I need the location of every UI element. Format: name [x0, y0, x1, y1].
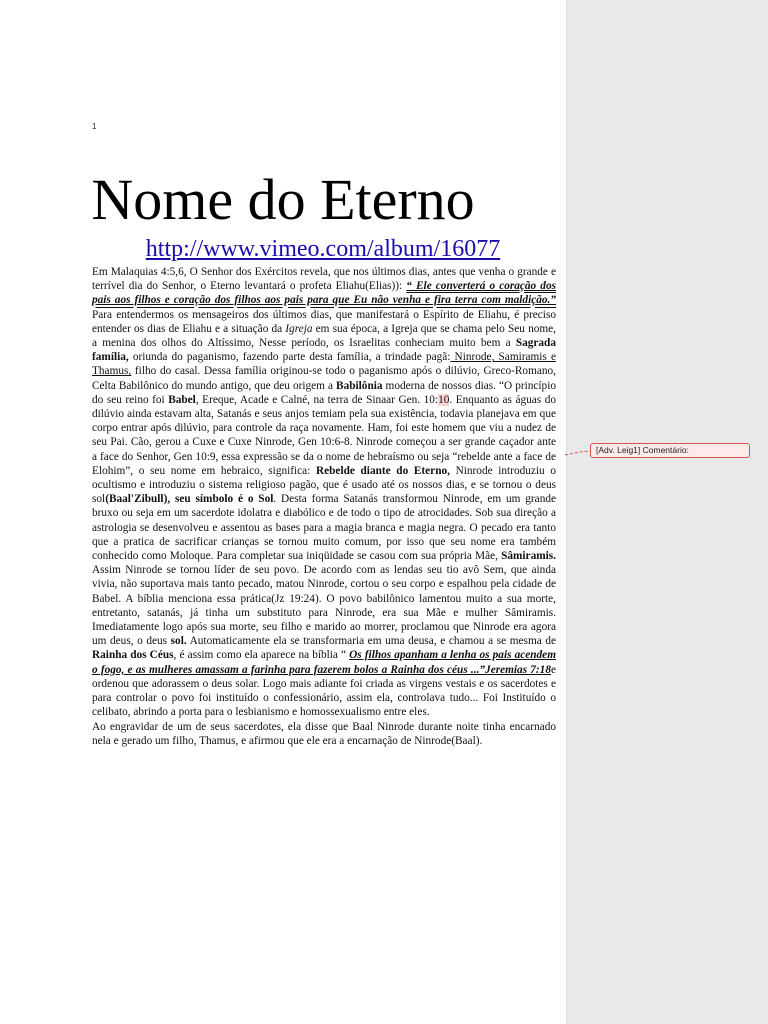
text-run: em sua época, a Igreja que se chama pelo Seu nome, a menina dos olhos do Altíssimo, Nesse período, os Israelitas conheciam muito bem a [92, 322, 556, 350]
text-run: , Ereque, Acade e Calné, na terra de Sinaar Gen. 10: [195, 393, 439, 406]
text-run: Para entendermos os mensageiros dos últimos dias, que manifestará o Espírito de Eliahu, é preciso entender os dias de Eliahu e a situação da [92, 308, 556, 335]
text-run: oriunda do paganismo, fazendo parte desta família, a trindade pagã: [128, 351, 451, 364]
comment-balloon[interactable]: [Adv. Leig1] Comentário: [590, 443, 750, 458]
album-link[interactable]: http://www.vimeo.com/album/16077 [145, 236, 501, 262]
document-title: Nome do Eterno [91, 167, 475, 232]
text-run: . Desta forma Satanás transformou Ninrode, em um grande bruxo ou seja em um sacerdote idolatra e diabólico e de todo o tipo de atrocidades. Sob sua direção a astrologia se desenvolveu e assentou as bases para a magia branca e magia negra. O pecado era tanto que a pratica de sacrificar crianças se tornou muito comum, por isso que seu nome era também conhecido como Moloque. Para completar sua iniqüidade se casou com sua própria Mãe, [92, 493, 557, 563]
body-text [92, 265, 556, 748]
term-igreja: Igreja [285, 322, 313, 335]
quote-jeremias: Os filhos apanham a lenha os pais acendem o fogo, e as mulheres amassam a farinha para fazerem bolos a Rainha dos céus ...”Jeremias 7:18 [92, 649, 556, 676]
text-run: moderna de nossos dias. “O princípio do seu reino foi [92, 379, 556, 406]
term-baal: (Baal'Zibull), seu símbolo é o Sol [105, 493, 274, 506]
term-sagrada-familia: Sagrada família, [92, 337, 556, 364]
term-trindade: Ninrode, Samiramis e Thamus, [92, 351, 556, 378]
text-run: Ninrode introduziu o ocultismo e introduziu o sistema religioso pagão, que é usado até os nossos dias, e se tornou o deus sol [92, 464, 556, 506]
quote-malaquias: “ Ele converterá o coração dos pais aos filhos e coração dos filhos aos pais para que Eu não venha e fira terra com maldição.” [92, 280, 556, 307]
term-samiramis: Sâmiramis. [501, 550, 556, 563]
text-run: e ordenou que adorassem o deus solar. Logo mais adiante foi criada as virgens vestais e os sacerdotes e para controlar o povo foi instituído o confessionário, assim ela, controlava tudo... Foi Instituído o celibato, abrindo a porta para o lesbianismo e homossexualismo entre eles. [92, 663, 556, 719]
term-rainha: Rainha dos Céus [92, 649, 174, 662]
text-run: Em Malaquias 4:5,6, O Senhor dos Exércitos revela, que nos últimos dias, antes que venha o grande e terrível dia do Senhor, o Eterno levantará o profeta Eliahu(Elias)): [92, 266, 556, 293]
term-rebelde: Rebelde diante do Eterno, [315, 464, 450, 477]
comment-anchor[interactable]: 10 [438, 393, 450, 406]
page-number: 1 [92, 122, 97, 131]
term-babel: Babel [168, 393, 196, 406]
text-run: . Enquanto as águas do dilúvio ainda estavam alta, Satanás e seus anjos temiam pela sua existência, todavia planejava em que corpo entrar após dilúvio, para controle da raça novamente. Ham, foi este homem que viu a nudez de seu Pai. Cão, gerou a Cuxe e Cuxe Ninrode, Gen 10:6-8. Ninrode começou a ser grande caçador ante a face do Senhor, Gen 10:9, essa expressão se da o nome de hebraísmo ou seja “rebelde ante a face de Elohim”, o seu nome em hebraico, significa: [92, 393, 556, 477]
term-sol: sol. [170, 635, 187, 648]
comment-margin-pane [566, 0, 768, 1024]
paragraph-2: Ao engravidar de um de seus sacerdotes, ela disse que Baal Ninrode durante noite tinha encarnado nela e gerado um filho, Thamus, e afirmou que ele era a encarnação de Ninrode(Baal). [92, 720, 556, 747]
term-babilonia: Babilônia [336, 379, 383, 392]
text-run: filho do casal. Dessa família originou-se todo o paganismo após o dilúvio, Greco-Romano, Celta Babilônico do mundo antigo, que deu origem a [92, 365, 556, 392]
text-run: , é assim como ela aparece na bíblia “ [173, 649, 350, 662]
text-run: Assim Ninrode se tornou líder de seu povo. De acordo com as lendas seu tio avô Sem, que ainda vivia, não suportava mais tanto pecado, matou Ninrode, cortou o seu corpo e espalhou pela cidade de Babel. A bíblia menciona essa prática(Jz 19:24). O povo babilônico lamentou muito a sua morte, entretanto, satanás, já tinha um substituto para Ninrode, era sua Mãe e mulher Sâmiramis. Imediatamente logo após sua morte, seu filho e marido ao morrer, proclamou que Ninrode era agora um deus, o deus [92, 564, 556, 648]
paragraph-1 [92, 265, 556, 720]
text-run: Automaticamente ela se transformaria em uma deusa, e chamou a se mesma de [186, 635, 556, 648]
